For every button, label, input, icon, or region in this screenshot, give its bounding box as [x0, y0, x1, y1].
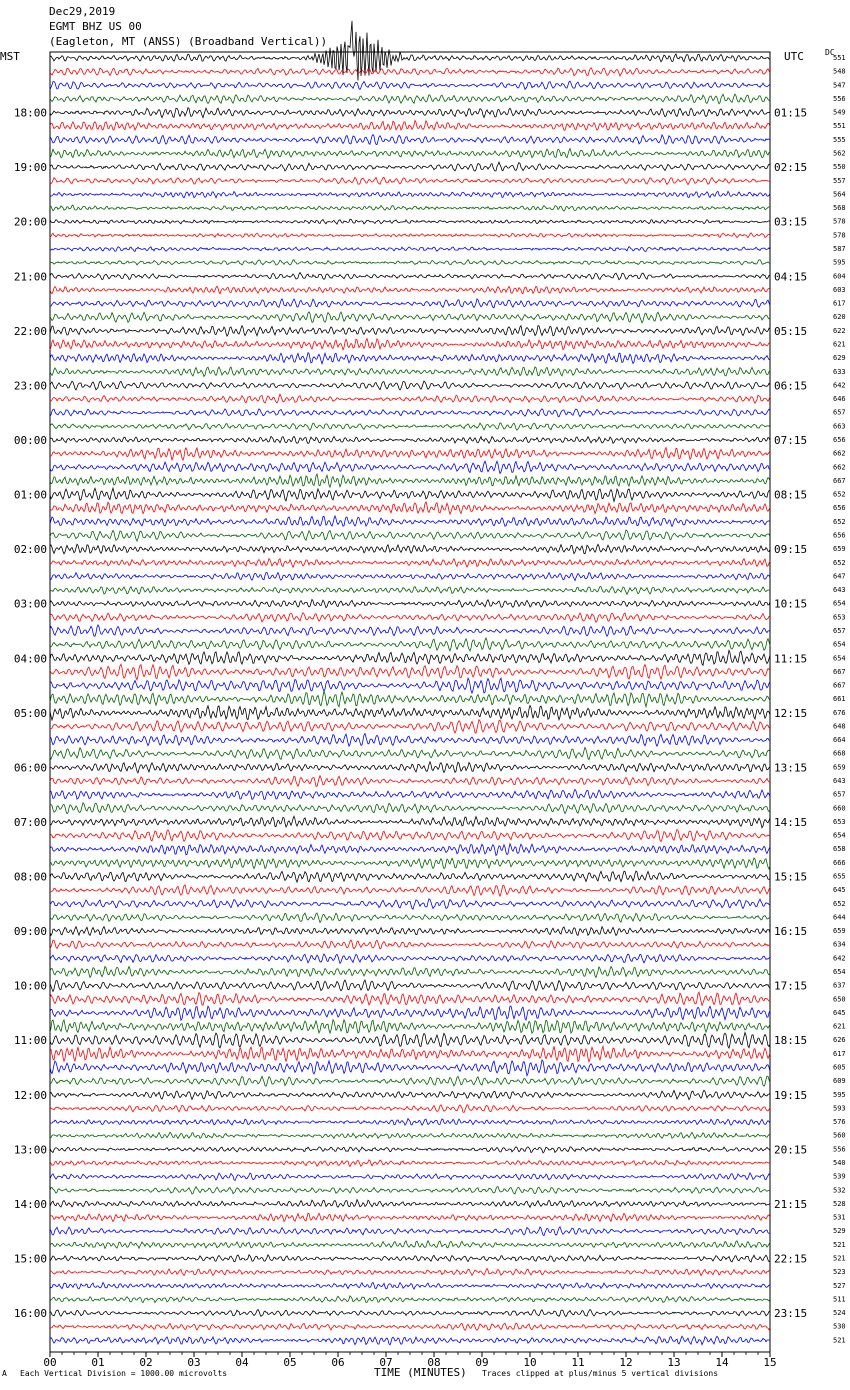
- dc-offset-label: 645: [833, 886, 846, 895]
- mst-hour-label: 04:00: [13, 652, 47, 666]
- utc-hour-label: 06:15: [774, 379, 808, 393]
- dc-offset-label: 657: [833, 790, 846, 799]
- mst-hour-label: 11:00: [13, 1034, 47, 1048]
- seismic-trace: [50, 205, 770, 211]
- dc-offset-label: 657: [833, 408, 846, 417]
- dc-offset-label: 655: [833, 872, 846, 881]
- dc-offset-label: 548: [833, 67, 846, 76]
- corner-mark: A: [2, 1369, 7, 1378]
- station-code: EGMT BHZ US 00: [49, 20, 142, 33]
- mst-hour-label: 00:00: [13, 433, 47, 447]
- dc-offset-label: 595: [833, 258, 846, 267]
- dc-offset-label: 650: [833, 995, 846, 1004]
- dc-offset-label: 531: [833, 1213, 846, 1222]
- mst-hour-label: 12:00: [13, 1088, 47, 1102]
- seismic-trace: [50, 1323, 770, 1330]
- utc-hour-label: 20:15: [774, 1143, 808, 1157]
- utc-hour-label: 11:15: [774, 652, 808, 666]
- seismic-trace: [50, 650, 770, 665]
- seismic-trace: [50, 678, 770, 693]
- station-location: (Eagleton, MT (ANSS) (Broadband Vertical)): [49, 35, 328, 48]
- dc-offset-label: 652: [833, 899, 846, 908]
- seismic-trace: [50, 691, 770, 707]
- dc-offset-label: 622: [833, 326, 846, 335]
- mst-hour-label: 15:00: [13, 1252, 47, 1266]
- x-tick-label: 04: [235, 1356, 249, 1369]
- seismic-trace: [50, 1132, 770, 1138]
- seismic-trace: [50, 502, 770, 514]
- seismic-trace: [50, 394, 770, 403]
- dc-offset-label: 659: [833, 927, 846, 936]
- dc-offset-label: 666: [833, 858, 846, 867]
- mst-hour-label: 16:00: [13, 1307, 47, 1321]
- dc-offset-label: 540: [833, 1159, 846, 1168]
- dc-offset-label: 549: [833, 108, 846, 117]
- dc-offset-label: 654: [833, 654, 846, 663]
- dc-offset-label: 551: [833, 54, 846, 62]
- dc-offset-label: 659: [833, 763, 846, 772]
- seismic-trace: [50, 954, 770, 963]
- mst-hour-label: 02:00: [13, 543, 47, 557]
- dc-offset-label: 578: [833, 231, 846, 240]
- utc-hour-label: 10:15: [774, 597, 808, 611]
- dc-offset-label: 662: [833, 463, 846, 472]
- plot-date: Dec29,2019: [49, 5, 116, 18]
- seismic-trace: [50, 461, 770, 473]
- seismic-trace: [50, 572, 770, 580]
- dc-offset-label: 595: [833, 1090, 846, 1099]
- x-tick-label: 08: [427, 1356, 441, 1369]
- seismic-trace: [50, 135, 770, 145]
- utc-hour-label: 07:15: [774, 433, 808, 447]
- seismic-trace: [50, 1020, 770, 1033]
- seismic-trace: [50, 871, 770, 882]
- seismic-trace: [50, 776, 770, 787]
- dc-offset-label: 676: [833, 708, 846, 717]
- dc-offset-label: 620: [833, 313, 846, 322]
- x-tick-label: 12: [619, 1356, 633, 1369]
- seismic-trace: [50, 233, 770, 238]
- dc-offset-label: 658: [833, 845, 846, 854]
- mst-hour-label: 13:00: [13, 1143, 47, 1157]
- dc-offset-label: 646: [833, 395, 846, 404]
- dc-offset-title: DC: [825, 48, 835, 57]
- seismic-trace: [50, 664, 770, 680]
- seismic-trace: [50, 625, 770, 636]
- seismic-trace: [50, 488, 770, 501]
- dc-offset-label: 605: [833, 1063, 846, 1072]
- seismic-trace: [50, 613, 770, 623]
- seismic-trace: [50, 789, 770, 799]
- mst-hour-label: 05:00: [13, 706, 47, 720]
- seismic-trace: [50, 1296, 770, 1303]
- x-tick-label: 02: [139, 1356, 153, 1369]
- dc-offset-label: 645: [833, 1008, 846, 1017]
- dc-offset-label: 634: [833, 940, 846, 949]
- mst-hour-label: 18:00: [13, 106, 47, 120]
- utc-hour-label: 04:15: [774, 270, 808, 284]
- dc-offset-label: 609: [833, 1077, 846, 1086]
- scale-note: Each Vertical Division = 1000.00 microvolts: [20, 1369, 228, 1378]
- mst-hour-label: 06:00: [13, 761, 47, 775]
- seismic-trace: [50, 913, 770, 922]
- dc-offset-label: 560: [833, 1131, 846, 1140]
- seismic-trace: [50, 885, 770, 896]
- seismic-trace: [50, 162, 770, 171]
- dc-offset-label: 557: [833, 176, 846, 185]
- dc-offset-label: 564: [833, 190, 846, 199]
- seismic-trace: [50, 587, 770, 595]
- dc-offset-label: 652: [833, 490, 846, 499]
- seismic-trace: [50, 177, 770, 184]
- x-tick-label: 00: [43, 1356, 57, 1369]
- utc-hour-label: 19:15: [774, 1088, 808, 1102]
- dc-offset-label: 617: [833, 1049, 846, 1058]
- seismic-trace: [50, 339, 770, 351]
- seismic-trace: [50, 353, 770, 364]
- dc-offset-label: 668: [833, 749, 846, 758]
- seismic-trace: [50, 367, 770, 377]
- x-axis-title: TIME (MINUTES): [374, 1366, 467, 1379]
- utc-hour-label: 01:15: [774, 106, 808, 120]
- utc-hour-label: 03:15: [774, 215, 808, 229]
- seismic-trace: [50, 1046, 770, 1061]
- x-tick-label: 10: [523, 1356, 537, 1369]
- seismic-trace: [50, 1187, 770, 1194]
- mst-hour-label: 10:00: [13, 979, 47, 993]
- x-tick-label: 15: [763, 1356, 777, 1369]
- seismic-trace: [50, 858, 770, 869]
- dc-offset-label: 660: [833, 804, 846, 813]
- dc-offset-label: 654: [833, 640, 846, 649]
- utc-hour-label: 16:15: [774, 925, 808, 939]
- seismic-trace: [50, 762, 770, 773]
- utc-hour-label: 17:15: [774, 979, 808, 993]
- seismic-trace: [50, 409, 770, 417]
- seismic-trace: [50, 81, 770, 89]
- dc-offset-label: 621: [833, 340, 846, 349]
- dc-offset-label: 587: [833, 244, 846, 253]
- x-tick-label: 05: [283, 1356, 297, 1369]
- seismic-trace: [50, 720, 770, 733]
- dc-offset-label: 659: [833, 545, 846, 554]
- dc-offset-label: 511: [833, 1295, 846, 1304]
- mst-hour-label: 21:00: [13, 270, 47, 284]
- seismic-trace: [50, 312, 770, 323]
- utc-hour-label: 05:15: [774, 324, 808, 338]
- dc-offset-label: 637: [833, 981, 846, 990]
- dc-offset-label: 653: [833, 817, 846, 826]
- dc-offset-label: 528: [833, 1199, 846, 1208]
- seismic-trace: [50, 381, 770, 390]
- seismic-trace: [50, 108, 770, 118]
- seismic-trace: [50, 1147, 770, 1153]
- dc-offset-label: 617: [833, 299, 846, 308]
- seismic-trace: [50, 474, 770, 487]
- mst-hour-label: 07:00: [13, 815, 47, 829]
- seismic-trace: [50, 1310, 770, 1317]
- seismic-trace: [50, 1006, 770, 1020]
- dc-offset-label: 662: [833, 449, 846, 458]
- seismic-trace: [50, 68, 770, 76]
- x-tick-label: 06: [331, 1356, 345, 1369]
- dc-offset-label: 661: [833, 695, 846, 704]
- dc-offset-label: 643: [833, 777, 846, 786]
- utc-hour-label: 15:15: [774, 870, 808, 884]
- dc-offset-label: 667: [833, 476, 846, 485]
- dc-offset-label: 642: [833, 381, 846, 390]
- seismic-trace: [50, 1200, 770, 1208]
- dc-offset-label: 562: [833, 149, 846, 158]
- x-tick-label: 01: [91, 1356, 105, 1369]
- seismic-trace: [50, 273, 770, 280]
- seismic-trace: [50, 1336, 770, 1345]
- seismic-trace: [50, 734, 770, 747]
- dc-offset-label: 523: [833, 1268, 846, 1277]
- dc-offset-label: 576: [833, 1118, 846, 1127]
- seismic-trace: [50, 326, 770, 337]
- utc-hour-label: 23:15: [774, 1307, 808, 1321]
- dc-offset-label: 604: [833, 272, 846, 281]
- seismic-trace: [50, 899, 770, 909]
- mst-hour-label: 19:00: [13, 161, 47, 175]
- mst-hour-label: 08:00: [13, 870, 47, 884]
- seismic-trace: [50, 967, 770, 978]
- seismic-trace: [50, 1090, 770, 1099]
- x-tick-label: 14: [715, 1356, 729, 1369]
- seismic-trace: [50, 299, 770, 308]
- seismic-trace: [50, 940, 770, 949]
- seismic-trace: [50, 544, 770, 554]
- dc-offset-label: 603: [833, 285, 846, 294]
- dc-offset-label: 656: [833, 435, 846, 444]
- dc-offset-label: 664: [833, 736, 846, 745]
- dc-offset-label: 521: [833, 1254, 846, 1263]
- seismic-trace: [50, 247, 770, 252]
- seismic-trace: [50, 1076, 770, 1086]
- dc-offset-label: 524: [833, 1309, 846, 1318]
- dc-offset-label: 539: [833, 1172, 846, 1181]
- seismic-trace: [50, 1060, 770, 1076]
- dc-offset-label: 593: [833, 1104, 846, 1113]
- dc-offset-label: 527: [833, 1281, 846, 1290]
- seismic-trace: [50, 423, 770, 430]
- dc-offset-label: 568: [833, 204, 846, 213]
- seismic-trace: [50, 516, 770, 527]
- utc-hour-label: 14:15: [774, 815, 808, 829]
- seismic-trace: [50, 1227, 770, 1236]
- dc-offset-label: 621: [833, 1022, 846, 1031]
- seismic-trace: [50, 1213, 770, 1221]
- x-tick-label: 11: [571, 1356, 585, 1369]
- dc-offset-label: 657: [833, 626, 846, 635]
- seismic-trace: [50, 816, 770, 827]
- dc-offset-label: 644: [833, 913, 846, 922]
- dc-offset-label: 654: [833, 968, 846, 977]
- seismic-trace: [50, 600, 770, 608]
- utc-hour-label: 18:15: [774, 1034, 808, 1048]
- seismic-trace: [50, 1173, 770, 1181]
- dc-offset-label: 656: [833, 531, 846, 540]
- dc-offset-label: 626: [833, 1036, 846, 1045]
- seismic-trace: [50, 559, 770, 568]
- dc-offset-label: 551: [833, 122, 846, 131]
- dc-offset-label: 547: [833, 81, 846, 90]
- seismic-trace: [50, 1269, 770, 1276]
- seismic-trace: [50, 1105, 770, 1113]
- dc-offset-label: 654: [833, 599, 846, 608]
- mst-hour-label: 09:00: [13, 925, 47, 939]
- seismic-trace: [50, 260, 770, 265]
- seismic-trace: [50, 1033, 770, 1049]
- seismic-trace: [50, 191, 770, 197]
- seismic-trace: [50, 992, 770, 1005]
- dc-offset-label: 633: [833, 367, 846, 376]
- dc-offset-label: 667: [833, 681, 846, 690]
- mst-hour-label: 01:00: [13, 488, 47, 502]
- left-axis-title: MST: [0, 50, 20, 63]
- dc-offset-label: 529: [833, 1227, 846, 1236]
- utc-hour-label: 12:15: [774, 706, 808, 720]
- seismic-trace: [50, 149, 770, 159]
- dc-offset-label: 642: [833, 954, 846, 963]
- utc-hour-label: 09:15: [774, 543, 808, 557]
- dc-offset-label: 667: [833, 667, 846, 676]
- utc-hour-label: 08:15: [774, 488, 808, 502]
- seismic-trace: [50, 448, 770, 461]
- utc-hour-label: 02:15: [774, 161, 808, 175]
- seismic-trace: [50, 286, 770, 294]
- x-tick-label: 07: [379, 1356, 393, 1369]
- seismic-trace: [50, 530, 770, 541]
- dc-offset-label: 663: [833, 422, 846, 431]
- dc-offset-label: 648: [833, 722, 846, 731]
- dc-offset-label: 530: [833, 1322, 846, 1331]
- seismic-trace: [50, 980, 770, 992]
- seismic-trace: [50, 1160, 770, 1167]
- dc-offset-label: 578: [833, 217, 846, 226]
- seismic-trace: [50, 1119, 770, 1126]
- right-axis-title: UTC: [784, 50, 804, 63]
- dc-offset-label: 652: [833, 558, 846, 567]
- mst-hour-label: 20:00: [13, 215, 47, 229]
- seismic-trace: [50, 830, 770, 842]
- seismic-trace: [50, 803, 770, 814]
- seismic-trace: [50, 844, 770, 856]
- utc-hour-label: 22:15: [774, 1252, 808, 1266]
- dc-offset-label: 629: [833, 354, 846, 363]
- dc-offset-label: 556: [833, 94, 846, 103]
- dc-offset-label: 521: [833, 1336, 846, 1345]
- x-tick-label: 09: [475, 1356, 489, 1369]
- seismic-trace: [50, 1241, 770, 1249]
- dc-offset-label: 550: [833, 163, 846, 172]
- seismic-trace: [50, 219, 770, 224]
- dc-offset-label: 647: [833, 572, 846, 581]
- seismic-trace: [50, 706, 770, 721]
- dc-offset-label: 643: [833, 586, 846, 595]
- dc-offset-label: 556: [833, 1145, 846, 1154]
- dc-offset-label: 653: [833, 613, 846, 622]
- mst-hour-label: 03:00: [13, 597, 47, 611]
- seismic-trace: [50, 747, 770, 759]
- mst-hour-label: 22:00: [13, 324, 47, 338]
- dc-offset-label: 656: [833, 504, 846, 513]
- seismic-trace: [50, 121, 770, 131]
- utc-hour-label: 21:15: [774, 1197, 808, 1211]
- dc-offset-label: 532: [833, 1186, 846, 1195]
- seismic-trace: [50, 638, 770, 651]
- x-tick-label: 13: [667, 1356, 681, 1369]
- clip-note: Traces clipped at plus/minus 5 vertical divisions: [482, 1369, 719, 1378]
- seismic-trace: [50, 94, 770, 104]
- dc-offset-label: 652: [833, 517, 846, 526]
- dc-offset-label: 521: [833, 1240, 846, 1249]
- x-tick-label: 03: [187, 1356, 201, 1369]
- seismic-trace: [50, 436, 770, 443]
- dc-offset-label: 654: [833, 831, 846, 840]
- dc-offset-label: 555: [833, 135, 846, 144]
- mst-hour-label: 23:00: [13, 379, 47, 393]
- utc-hour-label: 13:15: [774, 761, 808, 775]
- seismic-trace: [50, 1255, 770, 1262]
- seismic-trace: [50, 927, 770, 936]
- mst-hour-label: 14:00: [13, 1197, 47, 1211]
- seismic-trace: [50, 1283, 770, 1290]
